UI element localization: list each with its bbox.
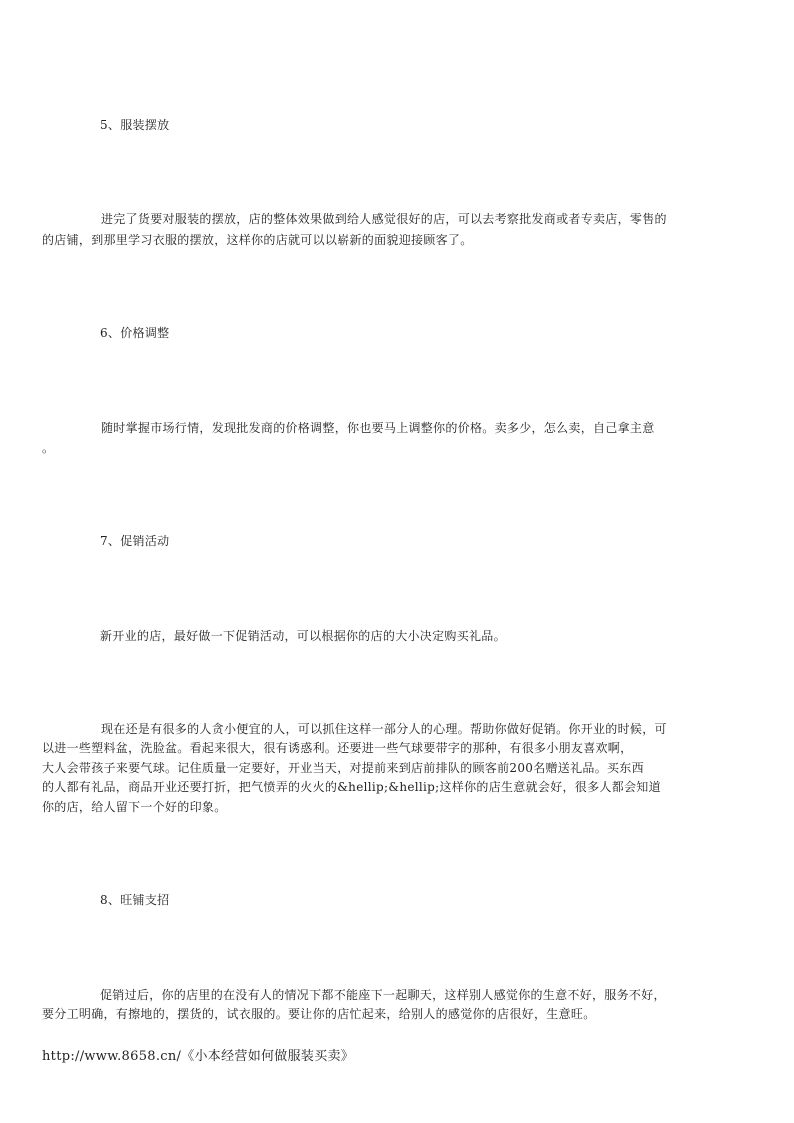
paragraph-line: 的店铺，到那里学习衣服的摆放，这样你的店就可以以崭新的面貌迎接顾客了。 (42, 233, 473, 247)
paragraph-line: 以进一些塑料盆，洗脸盆。看起来很大，很有诱惑利。还要进一些气球要带字的那种，有很多小朋友喜欢啊， (42, 741, 633, 755)
section-heading-8: 8、旺铺支招 (100, 893, 170, 907)
paragraph-line: 大人会带孩子来要气球。记住质量一定要好，开业当天，对提前来到店前排队的顾客前200名赠送礼品。买东西 (42, 761, 644, 775)
paragraph-line: 你的店，给人留下一个好的印象。 (42, 800, 227, 814)
paragraph-line: 的人都有礼品，商品开业还要打折，把气愤弄的火火的&hellip;&hellip;这样你的店生意就会好，很多人都会知道 (42, 780, 661, 794)
paragraph-line: 促销过后，你的店里的在没有人的情况下都不能座下一起聊天，这样别人感觉你的生意不好，服务不好， (100, 988, 666, 1002)
paragraph-line: 新开业的店，最好做一下促销活动，可以根据你的店的大小决定购买礼品。 (100, 629, 506, 643)
paragraph-line: 。 (42, 441, 55, 455)
paragraph-line: 要分工明确，有擦地的，摆货的，试衣服的。要让你的店忙起来，给别人的感觉你的店很好，生意旺。 (42, 1007, 596, 1021)
paragraph-line: 进完了货要对服装的摆放，店的整体效果做到给人感觉很好的店，可以去考察批发商或者专卖店，零售的 (101, 212, 667, 226)
source-footer: http://www.8658.cn/《小本经营如何做服装买卖》 (42, 1049, 355, 1064)
paragraph-line: 随时掌握市场行情，发现批发商的价格调整，你也要马上调整你的价格。卖多少，怎么卖，自己拿主意 (101, 421, 655, 435)
section-heading-5: 5、服装摆放 (100, 118, 170, 132)
section-heading-6: 6、价格调整 (100, 326, 170, 340)
section-heading-7: 7、促销活动 (100, 534, 170, 548)
paragraph-line: 现在还是有很多的人贪小便宜的人，可以抓住这样一部分人的心理。帮助你做好促销。你开业的时候，可 (101, 722, 667, 736)
